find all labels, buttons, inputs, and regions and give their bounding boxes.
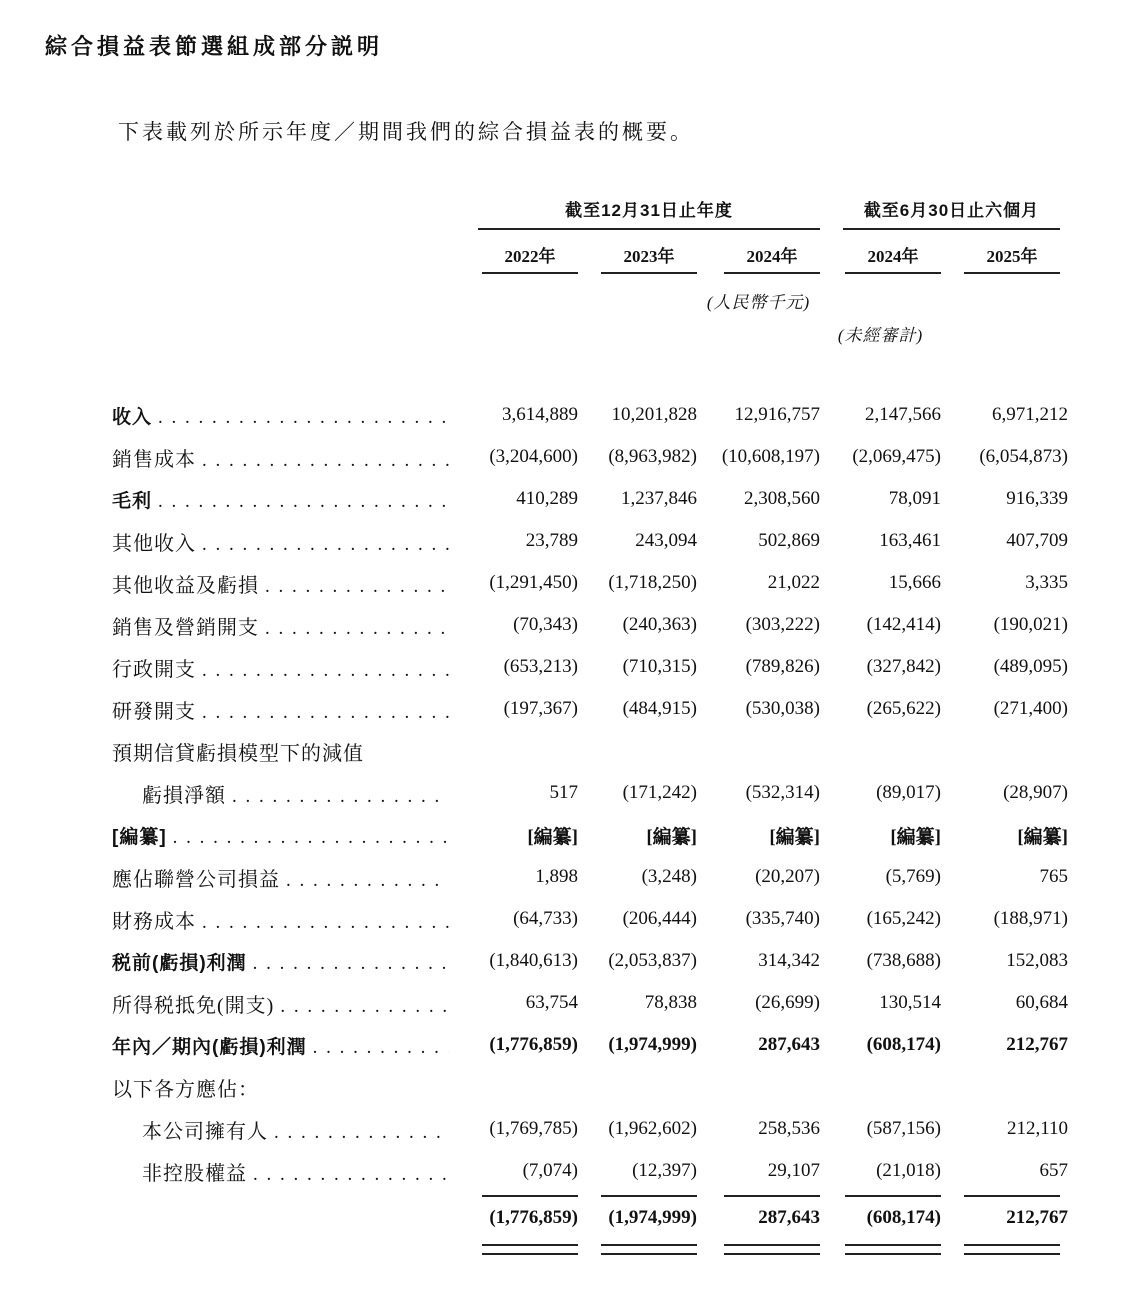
value-cell: 63,754 [525, 992, 578, 1013]
row-label: 其他收入 [112, 532, 196, 555]
value-cell: 258,536 [758, 1118, 820, 1139]
row-label: 財務成本 [112, 910, 196, 933]
year-header-spacer [112, 242, 455, 274]
value-cell: (789,826) [745, 656, 820, 677]
value-cell: 212,767 [1006, 1034, 1068, 1055]
row-label-cell [112, 737, 455, 766]
row-label-cell [112, 1073, 455, 1102]
group-header-interim-cell [820, 196, 1068, 230]
value-cell: (64,733) [513, 908, 578, 929]
rule-row [112, 1192, 1068, 1197]
column-group-header-row [112, 196, 1068, 230]
table-row [112, 604, 1068, 646]
dot-leader [286, 869, 449, 892]
value-cell: (530,038) [745, 698, 820, 719]
value-cell: (190,021) [993, 614, 1068, 635]
double-rule [482, 1244, 578, 1255]
value-cell: (489,095) [993, 656, 1068, 677]
income-table-body [112, 394, 1068, 1255]
value-cell: (608,174) [866, 1034, 941, 1055]
dot-leader [202, 701, 449, 724]
dot-leader [232, 785, 449, 808]
dot-leader [202, 449, 449, 472]
table-heading-row [112, 730, 1068, 772]
value-cell: 163,461 [879, 530, 941, 551]
row-label-cell [112, 948, 455, 975]
dot-leader [173, 826, 449, 849]
row-label-cell [112, 822, 455, 849]
value-cell: (2,053,837) [608, 950, 697, 971]
value-cell: 517 [549, 782, 578, 803]
row-label-cell [112, 863, 455, 892]
value-cell: [編纂] [527, 826, 578, 848]
row-label-cell [112, 527, 455, 556]
value-cell: (335,740) [745, 908, 820, 929]
row-label: 收入 [112, 406, 153, 428]
double-rule [601, 1244, 697, 1255]
value-cell: (1,840,613) [489, 950, 578, 971]
column-header-2025: 2025年 [964, 242, 1060, 274]
value-cell: (327,842) [866, 656, 941, 677]
table-row [112, 646, 1068, 688]
value-cell: 23,789 [525, 530, 578, 551]
table-row [112, 394, 1068, 436]
page-title: 綜合損益表節選組成部分説明 [45, 34, 384, 59]
double-rule [964, 1244, 1060, 1255]
value-cell: (1,962,602) [608, 1118, 697, 1139]
value-cell: 765 [1039, 866, 1068, 887]
value-cell: 314,342 [758, 950, 820, 971]
row-label: 所得税抵免(開支) [112, 994, 275, 1017]
dot-leader [202, 533, 449, 556]
table-row [112, 520, 1068, 562]
row-label: 行政開支 [112, 658, 196, 681]
value-cell: 916,339 [1006, 488, 1068, 509]
table-row [112, 688, 1068, 730]
group-header-annual-cell [455, 196, 820, 230]
value-cell: [編纂] [1017, 826, 1068, 848]
double-rule [845, 1244, 941, 1255]
value-cell: (28,907) [1003, 782, 1068, 803]
table-row [112, 856, 1068, 898]
row-label-cell [112, 779, 455, 808]
value-cell: 1,898 [535, 866, 578, 887]
row-label-cell [112, 1115, 455, 1144]
value-cell: (1,769,785) [489, 1118, 578, 1139]
column-group-annual: 截至12月31日止年度 [478, 196, 820, 230]
single-rule [482, 1195, 578, 1197]
row-label: 税前(虧損)利潤 [112, 952, 247, 974]
row-label: 其他收益及虧損 [112, 574, 259, 597]
table-total-row [112, 1197, 1068, 1239]
row-label: 應佔聯營公司損益 [112, 868, 280, 891]
row-label: [編纂] [112, 826, 167, 848]
group-header-spacer [112, 196, 455, 230]
row-label-cell [112, 905, 455, 934]
value-cell: 502,869 [758, 530, 820, 551]
value-cell: [編纂] [646, 826, 697, 848]
currency-note-row [112, 288, 1068, 313]
row-label: 虧損淨額 [142, 784, 226, 807]
column-header-2023: 2023年 [601, 242, 697, 274]
value-cell: (197,367) [503, 698, 578, 719]
value-cell: 130,514 [879, 992, 941, 1013]
table-row [112, 940, 1068, 982]
dot-leader [313, 1036, 449, 1059]
row-label: 非控股權益 [142, 1162, 247, 1185]
row-label-cell [112, 402, 455, 429]
value-cell: 152,083 [1006, 950, 1068, 971]
value-cell: 287,643 [758, 1034, 820, 1055]
value-cell: (6,054,873) [979, 446, 1068, 467]
value-cell: (7,074) [522, 1160, 578, 1181]
row-label: 預期信貸虧損模型下的減值 [112, 742, 364, 765]
dot-leader [202, 911, 449, 934]
value-cell: (70,343) [513, 614, 578, 635]
unaudited-note: (未經審計) [837, 326, 924, 345]
value-cell: 15,666 [888, 572, 941, 593]
value-cell: 410,289 [516, 488, 578, 509]
value-cell: (265,622) [866, 698, 941, 719]
value-cell: (3,204,600) [489, 446, 578, 467]
value-cell: 407,709 [1006, 530, 1068, 551]
currency-note: (人民幣千元) [706, 293, 811, 312]
dot-leader [265, 617, 449, 640]
dot-leader [158, 490, 449, 513]
table-row [112, 1150, 1068, 1192]
table-row [112, 772, 1068, 814]
row-label: 以下各方應佔： [112, 1078, 259, 1101]
value-cell: 78,838 [644, 992, 697, 1013]
value-cell: 29,107 [767, 1160, 820, 1181]
value-cell: (240,363) [622, 614, 697, 635]
value-cell: 12,916,757 [734, 404, 820, 425]
row-label: 毛利 [112, 490, 153, 512]
value-cell: 212,110 [1006, 1118, 1068, 1139]
rule-row [112, 1239, 1068, 1255]
value-cell: 78,091 [888, 488, 941, 509]
single-rule [964, 1195, 1060, 1197]
table-row [112, 436, 1068, 478]
value-cell: 2,308,560 [744, 488, 820, 509]
table-row [112, 898, 1068, 940]
dot-leader [274, 1121, 449, 1144]
value-cell: 287,643 [758, 1207, 820, 1228]
value-cell: 6,971,212 [992, 404, 1068, 425]
dot-leader [158, 406, 449, 429]
row-label-cell [112, 443, 455, 472]
value-cell: (1,974,999) [608, 1034, 697, 1055]
value-cell: (20,207) [755, 866, 820, 887]
value-cell: 1,237,846 [621, 488, 697, 509]
value-cell: [編纂] [890, 826, 941, 848]
value-cell: (171,242) [622, 782, 697, 803]
unaudited-note-row [112, 321, 1068, 346]
value-cell: (1,718,250) [608, 572, 697, 593]
value-cell: (587,156) [866, 1118, 941, 1139]
value-cell: (8,963,982) [608, 446, 697, 467]
value-cell: 3,614,889 [502, 404, 578, 425]
double-rule [724, 1244, 820, 1255]
intro-paragraph: 下表載列於所示年度／期間我們的綜合損益表的概要。 [118, 120, 694, 144]
row-label-cell [112, 486, 455, 513]
row-label-cell [112, 1157, 455, 1186]
value-cell: (12,397) [632, 1160, 697, 1181]
dot-leader [253, 1163, 449, 1186]
value-cell: 3,335 [1025, 572, 1068, 593]
value-cell: [編纂] [769, 826, 820, 848]
single-rule [845, 1195, 941, 1197]
income-statement-table [112, 196, 1068, 1255]
dot-leader [265, 575, 449, 598]
single-rule [724, 1195, 820, 1197]
row-label: 銷售及營銷開支 [112, 616, 259, 639]
dot-leader [280, 995, 449, 1018]
table-row [112, 1024, 1068, 1066]
value-cell: (165,242) [866, 908, 941, 929]
row-label-cell [112, 653, 455, 682]
table-row [112, 1108, 1068, 1150]
value-cell: (5,769) [885, 866, 941, 887]
row-label: 本公司擁有人 [142, 1120, 268, 1143]
value-cell: 10,201,828 [611, 404, 697, 425]
value-cell: (26,699) [755, 992, 820, 1013]
table-row [112, 814, 1068, 856]
column-group-interim: 截至6月30日止六個月 [843, 196, 1060, 230]
value-cell: (1,291,450) [489, 572, 578, 593]
row-label-cell [112, 1032, 455, 1059]
value-cell: (484,915) [622, 698, 697, 719]
value-cell: 2,147,566 [865, 404, 941, 425]
value-cell: (271,400) [993, 698, 1068, 719]
value-cell: (532,314) [745, 782, 820, 803]
value-cell: (10,608,197) [721, 446, 820, 467]
row-label: 研發開支 [112, 700, 196, 723]
column-header-2022: 2022年 [482, 242, 578, 274]
table-row [112, 478, 1068, 520]
table-heading-row [112, 1066, 1068, 1108]
value-cell: 21,022 [767, 572, 820, 593]
table-row [112, 982, 1068, 1024]
value-cell: (2,069,475) [852, 446, 941, 467]
row-label-cell [112, 695, 455, 724]
value-cell: (303,222) [745, 614, 820, 635]
value-cell: (89,017) [876, 782, 941, 803]
value-cell: (710,315) [622, 656, 697, 677]
year-header-row [112, 242, 1068, 274]
value-cell: (3,248) [641, 866, 697, 887]
row-label-cell [112, 989, 455, 1018]
column-header-2024-interim: 2024年 [845, 242, 941, 274]
value-cell: (188,971) [993, 908, 1068, 929]
row-label-cell [112, 611, 455, 640]
dot-leader [253, 952, 449, 975]
value-cell: (142,414) [866, 614, 941, 635]
value-cell: (1,974,999) [608, 1207, 697, 1228]
row-label: 年內／期內(虧損)利潤 [112, 1036, 307, 1058]
value-cell: (1,776,859) [489, 1034, 578, 1055]
row-label-cell [112, 569, 455, 598]
table-row [112, 562, 1068, 604]
column-header-2024: 2024年 [724, 242, 820, 274]
value-cell: (206,444) [622, 908, 697, 929]
value-cell: (738,688) [866, 950, 941, 971]
value-cell: 243,094 [635, 530, 697, 551]
value-cell: (21,018) [876, 1160, 941, 1181]
value-cell: (608,174) [866, 1207, 941, 1228]
value-cell: 212,767 [1006, 1207, 1068, 1228]
single-rule [601, 1195, 697, 1197]
dot-leader [202, 659, 449, 682]
value-cell: 60,684 [1015, 992, 1068, 1013]
value-cell: (653,213) [503, 656, 578, 677]
value-cell: 657 [1039, 1160, 1068, 1181]
value-cell: (1,776,859) [489, 1207, 578, 1228]
row-label: 銷售成本 [112, 448, 196, 471]
